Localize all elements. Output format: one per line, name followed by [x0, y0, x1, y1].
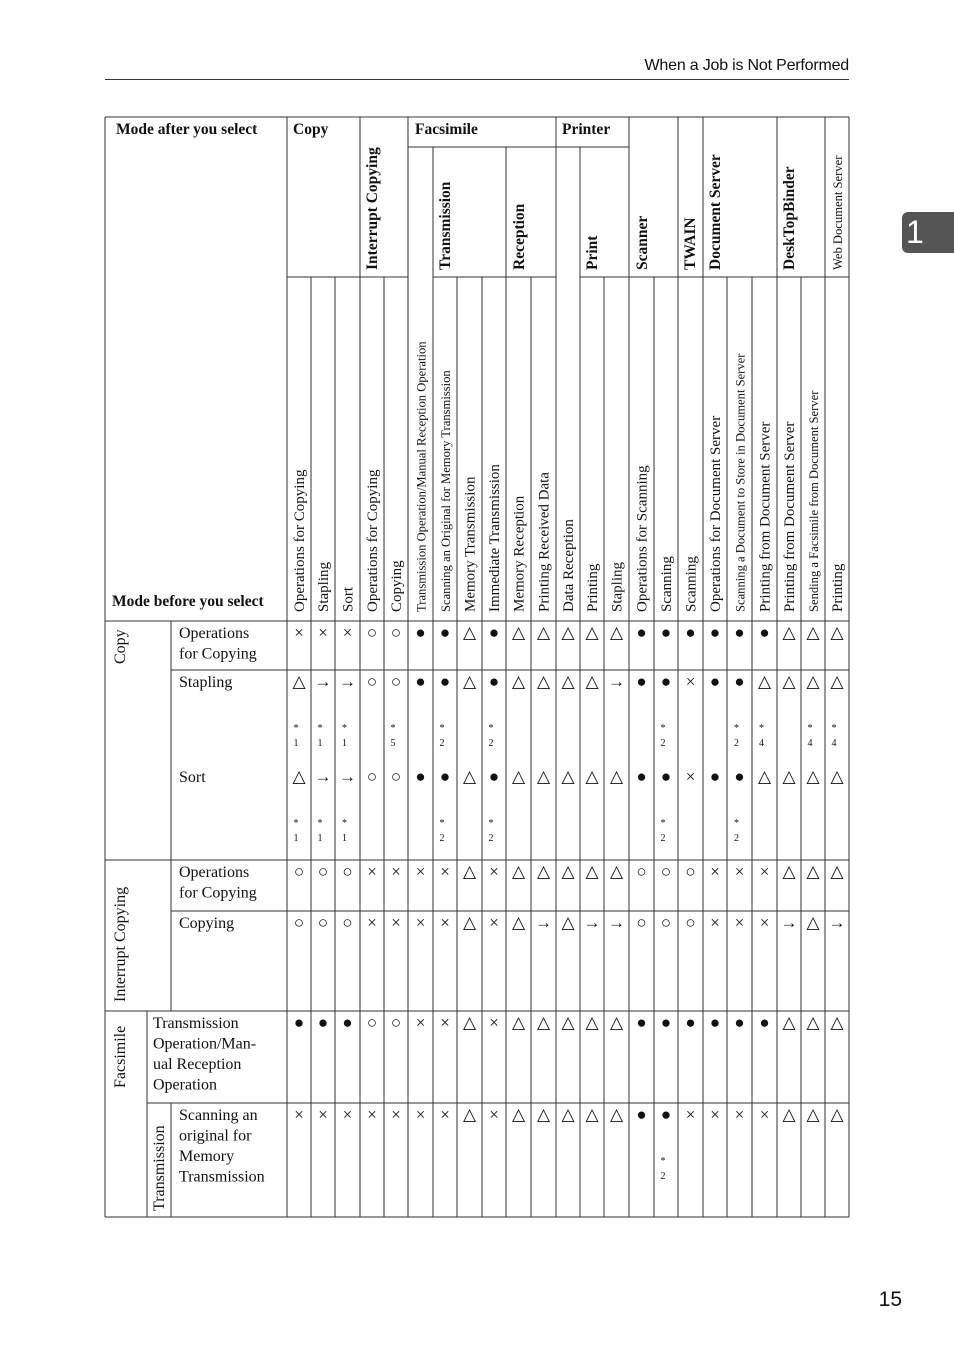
page-number: 15 [878, 1288, 902, 1311]
cell-mark: → [608, 672, 625, 691]
column-header: Printing from Document Server [757, 421, 774, 612]
cell-mark: ● [636, 623, 647, 642]
cell-mark: △ [585, 767, 599, 786]
cell-mark: ○ [636, 913, 647, 932]
cell-mark: × [734, 862, 745, 881]
cell-mark: × [685, 1105, 696, 1124]
footnote-mark: * [342, 818, 347, 829]
footnote-mark: * [807, 723, 813, 734]
cell-mark: △ [830, 1013, 844, 1032]
cell-mark: △ [830, 862, 844, 881]
cell-mark: × [759, 862, 770, 881]
chapter-tab: 1 [902, 212, 954, 253]
cell-mark: △ [462, 767, 477, 786]
cell-mark: △ [292, 767, 306, 786]
cell-mark: × [489, 913, 499, 932]
corner-after-label: Mode after you select [116, 121, 258, 138]
row-label: original for [179, 1127, 252, 1145]
cell-mark: △ [782, 1013, 796, 1032]
row-group-copy: Copy [112, 629, 129, 664]
cell-mark: △ [782, 1105, 796, 1124]
cell-mark: ● [317, 1013, 329, 1032]
group-interrupt-copying: Interrupt Copying [364, 147, 381, 270]
cell-mark: × [685, 672, 696, 691]
cell-mark: ● [636, 1013, 647, 1032]
footnote-number: 2 [488, 833, 494, 844]
group-twain: TWAIN [682, 217, 699, 270]
cell-mark: △ [536, 623, 551, 642]
row-label: for Copying [179, 884, 257, 902]
cell-mark: × [489, 1013, 499, 1032]
cell-mark: △ [609, 862, 624, 881]
cell-mark: ● [660, 623, 672, 642]
footnote-mark: * [293, 818, 299, 829]
footnote-number: 4 [831, 738, 837, 749]
cell-mark: △ [585, 1105, 599, 1124]
column-header: Scanning [659, 556, 675, 612]
table-text [112, 121, 846, 1211]
cell-mark: ● [709, 623, 721, 642]
cell-mark: ● [685, 623, 696, 642]
cell-mark: △ [561, 862, 575, 881]
footnote-number: 2 [734, 833, 739, 844]
column-header: Printing [830, 563, 846, 612]
cell-mark: × [440, 913, 450, 932]
cell-mark: × [391, 913, 401, 932]
cell-mark: △ [462, 1013, 477, 1032]
cell-mark: × [367, 862, 377, 881]
cell-mark: × [391, 862, 401, 881]
column-header: Printing [585, 563, 601, 612]
cell-mark: → [828, 913, 846, 932]
cell-mark: △ [536, 672, 551, 691]
cell-mark: △ [462, 913, 477, 932]
cell-mark: ● [759, 623, 770, 642]
cell-mark: ● [660, 1013, 672, 1032]
cell-mark: ● [636, 767, 647, 786]
cell-mark: △ [806, 1105, 820, 1124]
cell-mark: △ [782, 862, 796, 881]
row-label: Stapling [179, 674, 233, 691]
row-label: Scanning an [179, 1107, 258, 1124]
footnote-mark: * [660, 1156, 666, 1167]
cell-mark: △ [806, 913, 820, 932]
cell-mark: ○ [317, 862, 329, 881]
footnote-mark: * [759, 723, 764, 734]
row-subgroup-transmission: Transmission [151, 1125, 168, 1211]
column-header: Sending a Facsimile from Document Server [807, 390, 821, 612]
cell-mark: △ [511, 913, 526, 932]
cell-mark: ○ [342, 913, 353, 932]
footnote-number: 2 [439, 738, 445, 749]
cell-mark: △ [511, 672, 526, 691]
group-reception: Reception [511, 203, 528, 270]
cell-mark: × [294, 623, 304, 642]
cell-mark: × [367, 1105, 377, 1124]
cell-mark: × [415, 1013, 426, 1032]
cell-mark: △ [462, 862, 477, 881]
cell-mark: × [391, 1105, 401, 1124]
row-label: Memory [179, 1148, 235, 1165]
cell-mark: △ [462, 1105, 477, 1124]
cell-mark: ● [734, 1013, 745, 1032]
cell-mark: △ [609, 1013, 624, 1032]
column-header: Stapling [316, 561, 332, 612]
cell-mark: ● [439, 672, 451, 691]
cell-mark: × [440, 1013, 450, 1032]
footnote-number: 2 [660, 833, 666, 844]
column-header: Memory Transmission [462, 476, 479, 612]
cell-mark: ○ [293, 913, 305, 932]
footnote-mark: * [342, 723, 347, 734]
cell-mark: △ [561, 623, 575, 642]
cell-mark: △ [462, 623, 477, 642]
footnote-number: 4 [807, 738, 813, 749]
cell-mark: △ [757, 767, 772, 786]
cell-mark: ● [734, 767, 745, 786]
cell-mark: ● [685, 1013, 696, 1032]
cell-mark: △ [782, 623, 796, 642]
footnote-mark: * [660, 818, 666, 829]
cell-mark: △ [585, 862, 599, 881]
cell-mark: ● [415, 623, 426, 642]
cell-mark: △ [830, 767, 844, 786]
cell-mark: △ [782, 672, 796, 691]
footnote-number: 5 [390, 738, 396, 749]
cell-mark: ● [415, 672, 426, 691]
cell-mark: ● [660, 1105, 672, 1124]
column-header: Scanning a Document to Store in Document Server [733, 353, 748, 612]
cell-mark: ● [660, 672, 672, 691]
cell-mark: △ [511, 623, 526, 642]
footnote-number: 1 [342, 738, 347, 749]
cell-mark: △ [561, 672, 575, 691]
cell-mark: ● [709, 672, 721, 691]
cell-mark: ○ [390, 623, 402, 642]
footnote-number: 1 [293, 738, 299, 749]
row-label: Operations [179, 625, 250, 642]
cell-mark: → [314, 672, 332, 691]
row-label: for Copying [179, 645, 257, 663]
cell-mark: ● [660, 767, 672, 786]
cell-mark: → [339, 672, 356, 691]
cell-mark: × [489, 862, 499, 881]
group-facsimile: Facsimile [415, 121, 478, 138]
footnote-number: 4 [759, 738, 764, 749]
cell-mark: △ [757, 672, 772, 691]
cell-mark: △ [830, 1105, 844, 1124]
cell-mark: △ [511, 862, 526, 881]
cell-mark: × [415, 862, 426, 881]
cell-mark: × [415, 913, 426, 932]
cell-mark: × [367, 913, 377, 932]
footnote-number: 1 [293, 833, 299, 844]
cell-mark: → [608, 913, 625, 932]
cell-mark: △ [511, 767, 526, 786]
column-header: Operations for Document Server [708, 415, 724, 612]
cell-mark: △ [561, 767, 575, 786]
cell-mark: △ [511, 1013, 526, 1032]
footnote-mark: * [390, 723, 396, 734]
cell-mark: ● [759, 1013, 770, 1032]
cell-mark: ● [293, 1013, 305, 1032]
cell-mark: ● [734, 672, 745, 691]
cell-mark: ○ [366, 672, 378, 691]
cell-mark: → [583, 913, 601, 932]
footnote-number: 1 [317, 738, 323, 749]
cell-mark: △ [806, 623, 820, 642]
row-group-interrupt-copying: Interrupt Copying [112, 886, 129, 1002]
corner-before-label: Mode before you select [112, 593, 264, 610]
cell-mark: ○ [390, 1013, 402, 1032]
cell-mark: → [339, 767, 356, 786]
row-group-facsimile: Facsimile [112, 1025, 129, 1088]
cell-mark: △ [782, 767, 796, 786]
cell-mark: △ [806, 672, 820, 691]
cell-mark: △ [462, 672, 477, 691]
column-header: Stapling [609, 561, 626, 612]
cell-mark: × [318, 1105, 328, 1124]
footnote-mark: * [293, 723, 299, 734]
cell-mark: ○ [685, 862, 696, 881]
cell-mark: ● [342, 1013, 353, 1032]
footnote-number: 1 [317, 833, 323, 844]
column-header: Scanning an Original for Memory Transmission [439, 370, 453, 612]
group-transmission: Transmission [437, 181, 454, 270]
cell-mark: ○ [390, 767, 402, 786]
column-header: Transmission Operation/Manual Reception Operation [414, 341, 429, 612]
column-header: Copying [389, 560, 405, 612]
group-scanner: Scanner [634, 215, 651, 270]
running-header: When a Job is Not Performed [644, 57, 849, 74]
cell-mark: ○ [366, 623, 378, 642]
cell-mark: ○ [317, 913, 329, 932]
footnote-number: 2 [439, 833, 445, 844]
footnote-mark: * [734, 818, 739, 829]
column-header: Scanning [683, 556, 700, 612]
cell-mark: ● [636, 1105, 647, 1124]
cell-mark: × [710, 913, 720, 932]
cell-mark: ● [415, 767, 426, 786]
footnote-number: 2 [734, 738, 739, 749]
cell-mark: △ [806, 862, 820, 881]
group-printer: Printer [562, 121, 611, 138]
footnote-mark: * [439, 818, 445, 829]
cell-mark: △ [585, 623, 599, 642]
cell-mark: × [710, 862, 720, 881]
cell-mark: △ [536, 1105, 551, 1124]
row-label: Sort [179, 769, 206, 786]
cell-mark: △ [609, 1105, 624, 1124]
cell-mark: × [489, 1105, 499, 1124]
column-header: Sort [340, 586, 357, 612]
footnote-mark: * [660, 723, 666, 734]
cell-mark: ● [709, 767, 721, 786]
cell-mark: ○ [685, 913, 696, 932]
column-header: Memory Reception [511, 495, 528, 612]
column-header: Data Reception [561, 519, 577, 612]
cell-mark: ○ [342, 862, 353, 881]
column-header: Immediate Transmission [487, 464, 503, 612]
cell-mark: △ [561, 913, 575, 932]
group-print: Print [584, 235, 601, 270]
cell-mark: × [342, 623, 353, 642]
footnote-number: 2 [660, 1171, 666, 1182]
cell-mark: ○ [366, 767, 378, 786]
row-label: Transmission [179, 1168, 265, 1186]
cell-mark: ● [709, 1013, 721, 1032]
cell-mark: △ [830, 672, 844, 691]
cell-mark: × [734, 1105, 745, 1124]
cell-mark: △ [292, 672, 306, 691]
column-header: Printing Received Data [536, 472, 553, 612]
row-label: Operation [153, 1076, 217, 1094]
cell-mark: ● [488, 767, 500, 786]
footnote-number: 1 [342, 833, 347, 844]
column-header: Operations for Copying [365, 469, 381, 612]
cell-mark: △ [561, 1013, 575, 1032]
column-header: Operations for Copying [292, 469, 308, 612]
cell-mark: × [415, 1105, 426, 1124]
row-label: ual Reception [153, 1056, 242, 1073]
cell-mark: ● [488, 623, 500, 642]
cell-mark: △ [585, 672, 599, 691]
cell-mark: △ [585, 1013, 599, 1032]
footnote-mark: * [439, 723, 445, 734]
cell-mark: ○ [390, 672, 402, 691]
column-header: Printing from Document Server [782, 421, 798, 612]
row-label: Operations [179, 864, 250, 881]
row-label: Operation/Man- [153, 1035, 257, 1053]
footnote-number: 2 [660, 738, 666, 749]
cell-mark: × [440, 862, 450, 881]
cell-mark: ● [734, 623, 745, 642]
cell-mark: △ [609, 767, 624, 786]
cell-mark: △ [806, 1013, 820, 1032]
cell-mark: × [759, 1105, 770, 1124]
cell-mark: × [710, 1105, 720, 1124]
cell-mark: × [294, 1105, 304, 1124]
cell-mark: ○ [660, 862, 672, 881]
group-desktopbinder: DeskTopBinder [781, 166, 798, 270]
cell-mark: ○ [660, 913, 672, 932]
footnote-mark: * [488, 818, 494, 829]
cell-mark: → [780, 913, 798, 932]
cell-mark: × [342, 1105, 353, 1124]
cell-mark: △ [561, 1105, 575, 1124]
cell-mark: × [759, 913, 770, 932]
cell-mark: → [314, 767, 332, 786]
cell-mark: × [440, 1105, 450, 1124]
cell-mark: ● [488, 672, 500, 691]
cell-mark: ○ [636, 862, 647, 881]
cell-mark: ○ [293, 862, 305, 881]
cell-mark: △ [609, 623, 624, 642]
footnote-mark: * [488, 723, 494, 734]
cell-mark: × [318, 623, 328, 642]
cell-mark: ● [439, 767, 451, 786]
footnote-mark: * [317, 818, 323, 829]
cell-mark: △ [536, 862, 551, 881]
row-label: Transmission [153, 1015, 239, 1032]
row-label: Copying [179, 915, 235, 932]
cell-mark: ● [439, 623, 451, 642]
group-web-document-server: Web Document Server [831, 155, 845, 270]
footnote-number: 2 [488, 738, 494, 749]
cell-mark: △ [536, 1013, 551, 1032]
cell-mark: △ [830, 623, 844, 642]
footnote-mark: * [317, 723, 323, 734]
footnote-mark: * [831, 723, 837, 734]
cell-mark: × [734, 913, 745, 932]
cell-mark: ○ [366, 1013, 378, 1032]
cell-mark: △ [536, 767, 551, 786]
cell-mark: × [685, 767, 696, 786]
cell-mark: → [535, 913, 552, 932]
footnote-mark: * [734, 723, 739, 734]
group-document-server: Document Server [707, 154, 724, 270]
group-copy: Copy [293, 121, 329, 138]
cell-mark: △ [806, 767, 820, 786]
cell-mark: △ [511, 1105, 526, 1124]
cell-mark: ● [636, 672, 647, 691]
column-header: Operations for Scanning [634, 465, 651, 612]
